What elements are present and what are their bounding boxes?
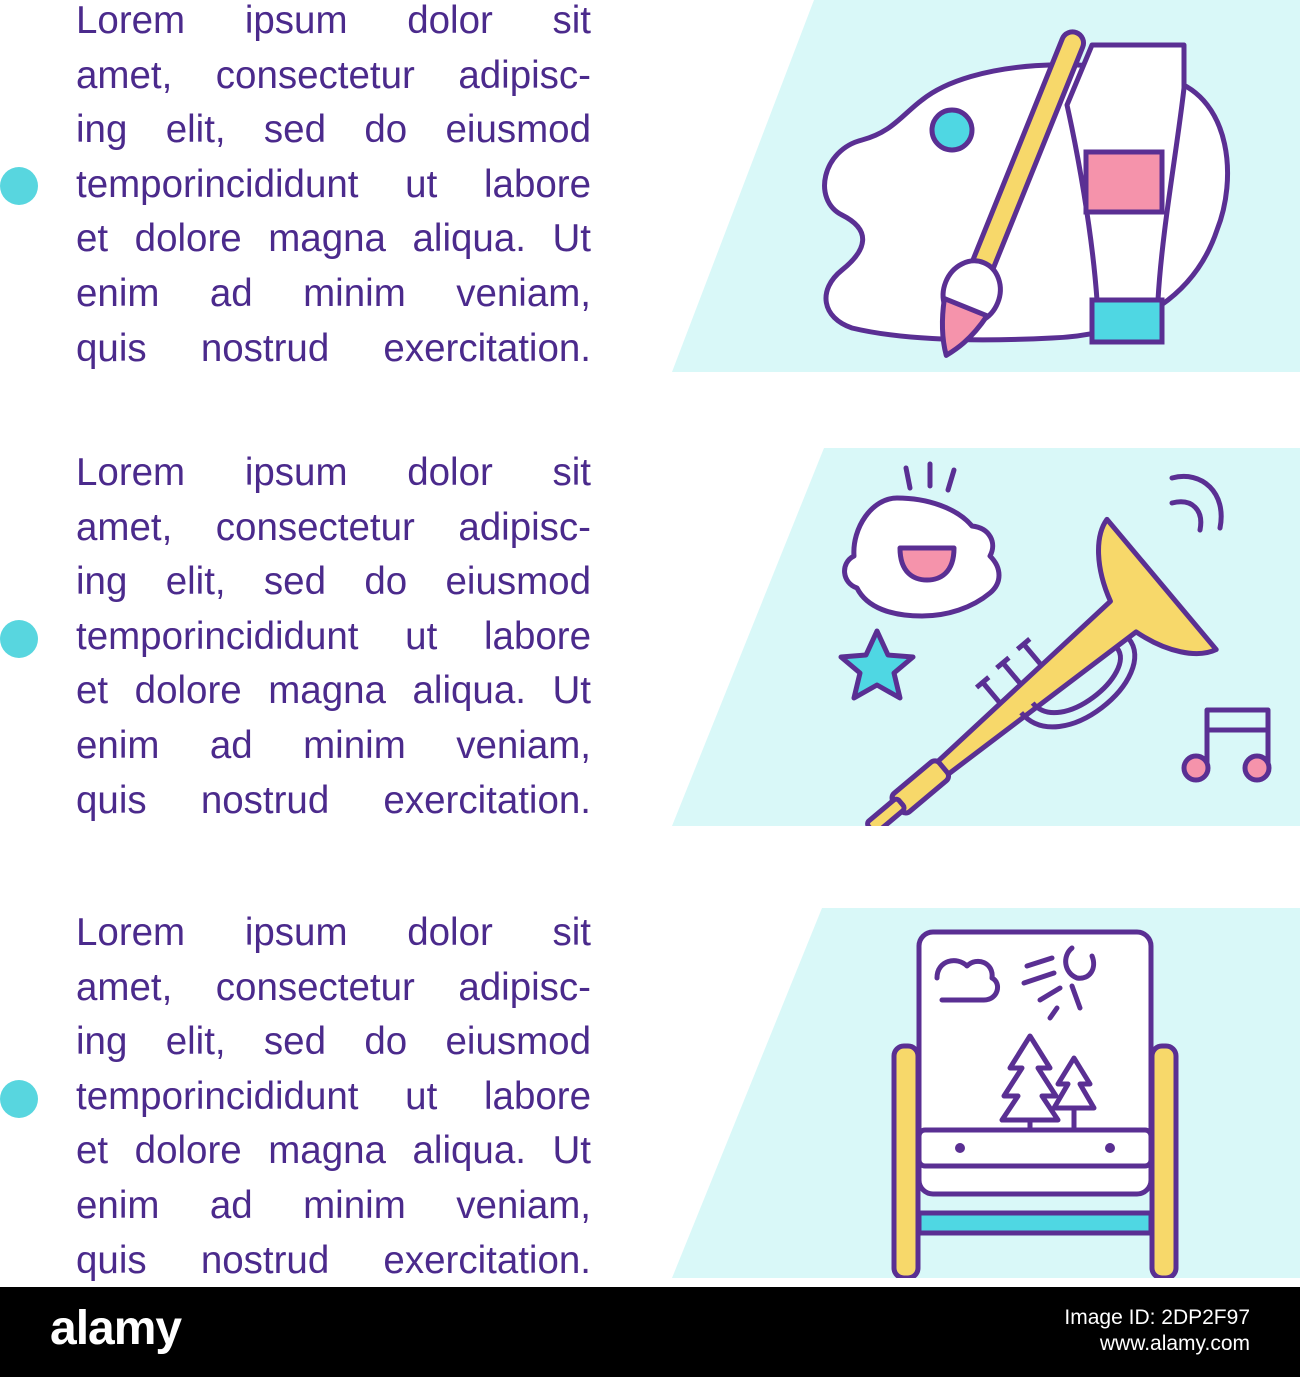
text-line: quis nostrud exercitation. — [76, 778, 591, 822]
text-line: et dolore magna aliqua. Ut — [76, 1129, 591, 1173]
section-3 — [0, 908, 1300, 1287]
section-2 — [0, 448, 1300, 828]
section-paragraph — [76, 906, 591, 1288]
text-line: temporincididunt ut labore — [76, 162, 591, 206]
alamy-logo: alamy — [50, 1302, 182, 1355]
text-line: quis nostrud exercitation. — [76, 326, 591, 370]
text-line: temporincididunt ut labore — [76, 1074, 591, 1118]
text-line: et dolore magna aliqua. Ut — [76, 217, 591, 261]
text-line: enim ad minim veniam, — [76, 271, 591, 315]
text-line: ing elit, sed do eiusmod — [76, 1020, 591, 1064]
stock-footer-bar — [0, 1287, 1300, 1377]
text-line: et dolore magna aliqua. Ut — [76, 669, 591, 713]
section-1 — [0, 0, 1300, 375]
text-line: amet, consectetur adipisc- — [76, 53, 591, 97]
text-line: Lorem ipsum dolor sit — [76, 911, 591, 954]
paint-palette-brush-tube-icon — [672, 0, 1300, 372]
illustration-panel — [672, 908, 1300, 1278]
bullet-dot — [0, 1080, 38, 1118]
text-line: temporincididunt ut labore — [76, 614, 591, 658]
image-id-label: Image ID: 2DP2F97 — [1064, 1306, 1250, 1329]
toy-trumpet-baby-icon — [672, 448, 1300, 826]
section-paragraph — [76, 0, 591, 376]
text-line: Lorem ipsum dolor sit — [76, 451, 591, 494]
easel-painting-icon — [672, 908, 1300, 1278]
illustration-panel — [672, 0, 1300, 372]
text-line: enim ad minim veniam, — [76, 1183, 591, 1227]
image-id-block — [1064, 1305, 1250, 1357]
bullet-dot — [0, 620, 38, 658]
text-line: quis nostrud exercitation. — [76, 1238, 591, 1282]
text-line: Lorem ipsum dolor sit — [76, 0, 591, 42]
text-line: ing elit, sed do eiusmod — [76, 108, 591, 152]
text-line: amet, consectetur adipisc- — [76, 965, 591, 1009]
text-line: amet, consectetur adipisc- — [76, 505, 591, 549]
text-line: enim ad minim veniam, — [76, 723, 591, 767]
text-line: ing elit, sed do eiusmod — [76, 560, 591, 604]
bullet-dot — [0, 167, 38, 205]
illustration-panel — [672, 448, 1300, 826]
site-url: www.alamy.com — [1099, 1332, 1250, 1355]
section-paragraph — [76, 446, 591, 828]
